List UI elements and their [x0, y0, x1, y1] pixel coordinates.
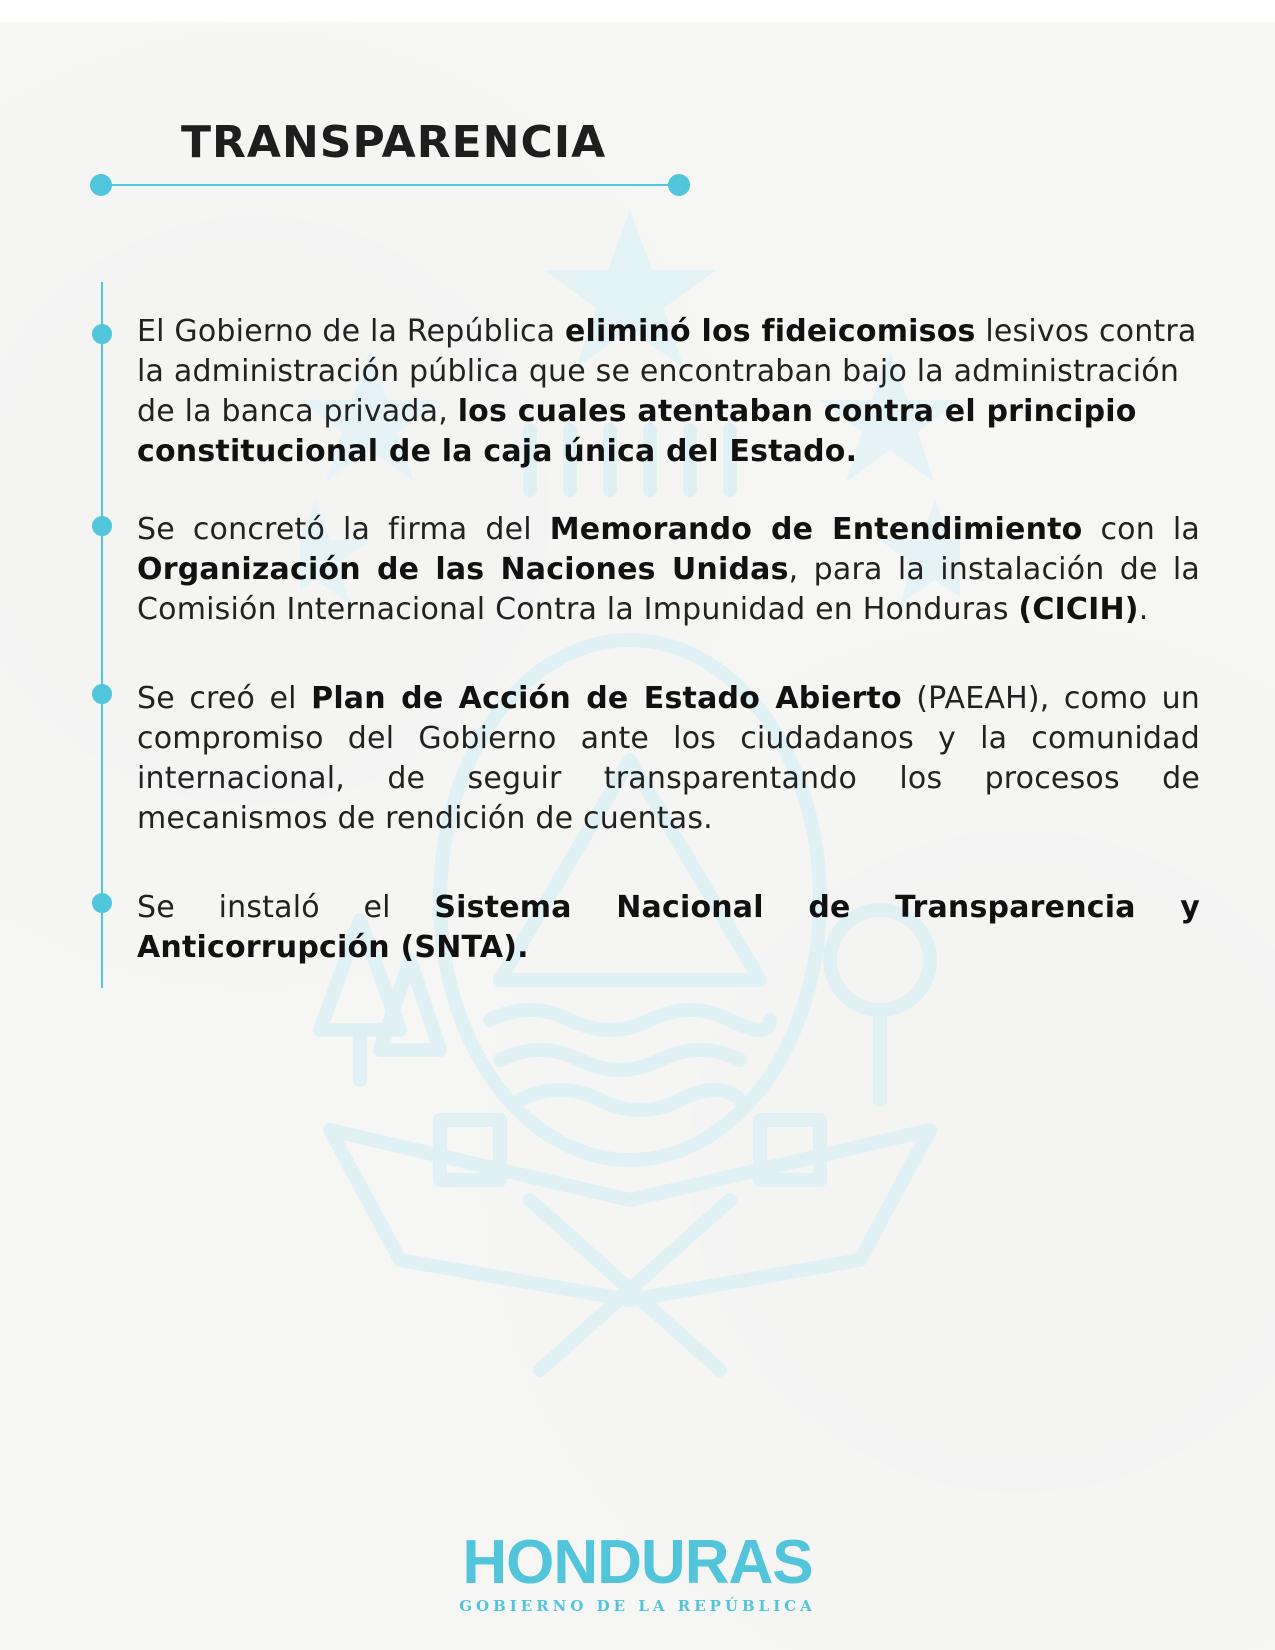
top-band	[0, 0, 1275, 22]
text-run: .	[1138, 592, 1149, 627]
watermark-waves	[490, 1010, 770, 1110]
text-run: con la	[1082, 512, 1200, 547]
page-title: TRANSPARENCIA	[181, 117, 607, 168]
bold-phrase: Sistema Nacional de Transparencia y Anticorrupción (SNTA).	[137, 890, 1200, 965]
bullet-dot	[92, 516, 112, 536]
text-run: , para la instalación de la Comisión Internacional Contra la Impunidad en Honduras	[137, 552, 1200, 627]
bullet-dot	[92, 893, 112, 913]
text-run: Se instaló el	[137, 890, 435, 925]
text-run: Se creó el	[137, 681, 312, 716]
bullet-dot	[92, 324, 112, 344]
paragraph-cicih	[137, 510, 1200, 630]
bold-phrase: Organización de las Naciones Unidas	[137, 552, 789, 587]
bold-phrase: Plan de Acción de Estado Abierto	[311, 681, 902, 716]
text-run: El Gobierno de la República	[137, 314, 566, 349]
bold-phrase: los cuales atentaban contra el principio constitucional de la caja única del Estado.	[137, 394, 1137, 469]
text-run: lesivos contra la administración pública que se encontraban bajo la administración de la banca privada,	[137, 314, 1197, 429]
footer-subtitle: GOBIERNO DE LA REPÚBLICA	[459, 1597, 816, 1615]
title-underline	[88, 172, 692, 198]
bold-phrase: (CICIH)	[1018, 592, 1139, 627]
text-run: Se concretó la firma del	[137, 512, 550, 547]
bold-phrase: Memorando de Entendimiento	[549, 512, 1083, 547]
bold-phrase: eliminó los fideicomisos	[565, 314, 976, 349]
paragraph-fideicomisos	[137, 312, 1200, 472]
bullet-dot	[92, 684, 112, 704]
paragraph-paeah	[137, 679, 1200, 839]
paragraph-snta	[137, 888, 1200, 968]
footer-brand: HONDURAS	[462, 1528, 813, 1597]
text-run: (PAEAH), como un compromiso del Gobierno ante los ciudadanos y la comunidad internacional, de seguir transparentando los procesos de mecanismos de rendición de cuentas.	[137, 681, 1200, 836]
timeline-line	[101, 282, 103, 988]
